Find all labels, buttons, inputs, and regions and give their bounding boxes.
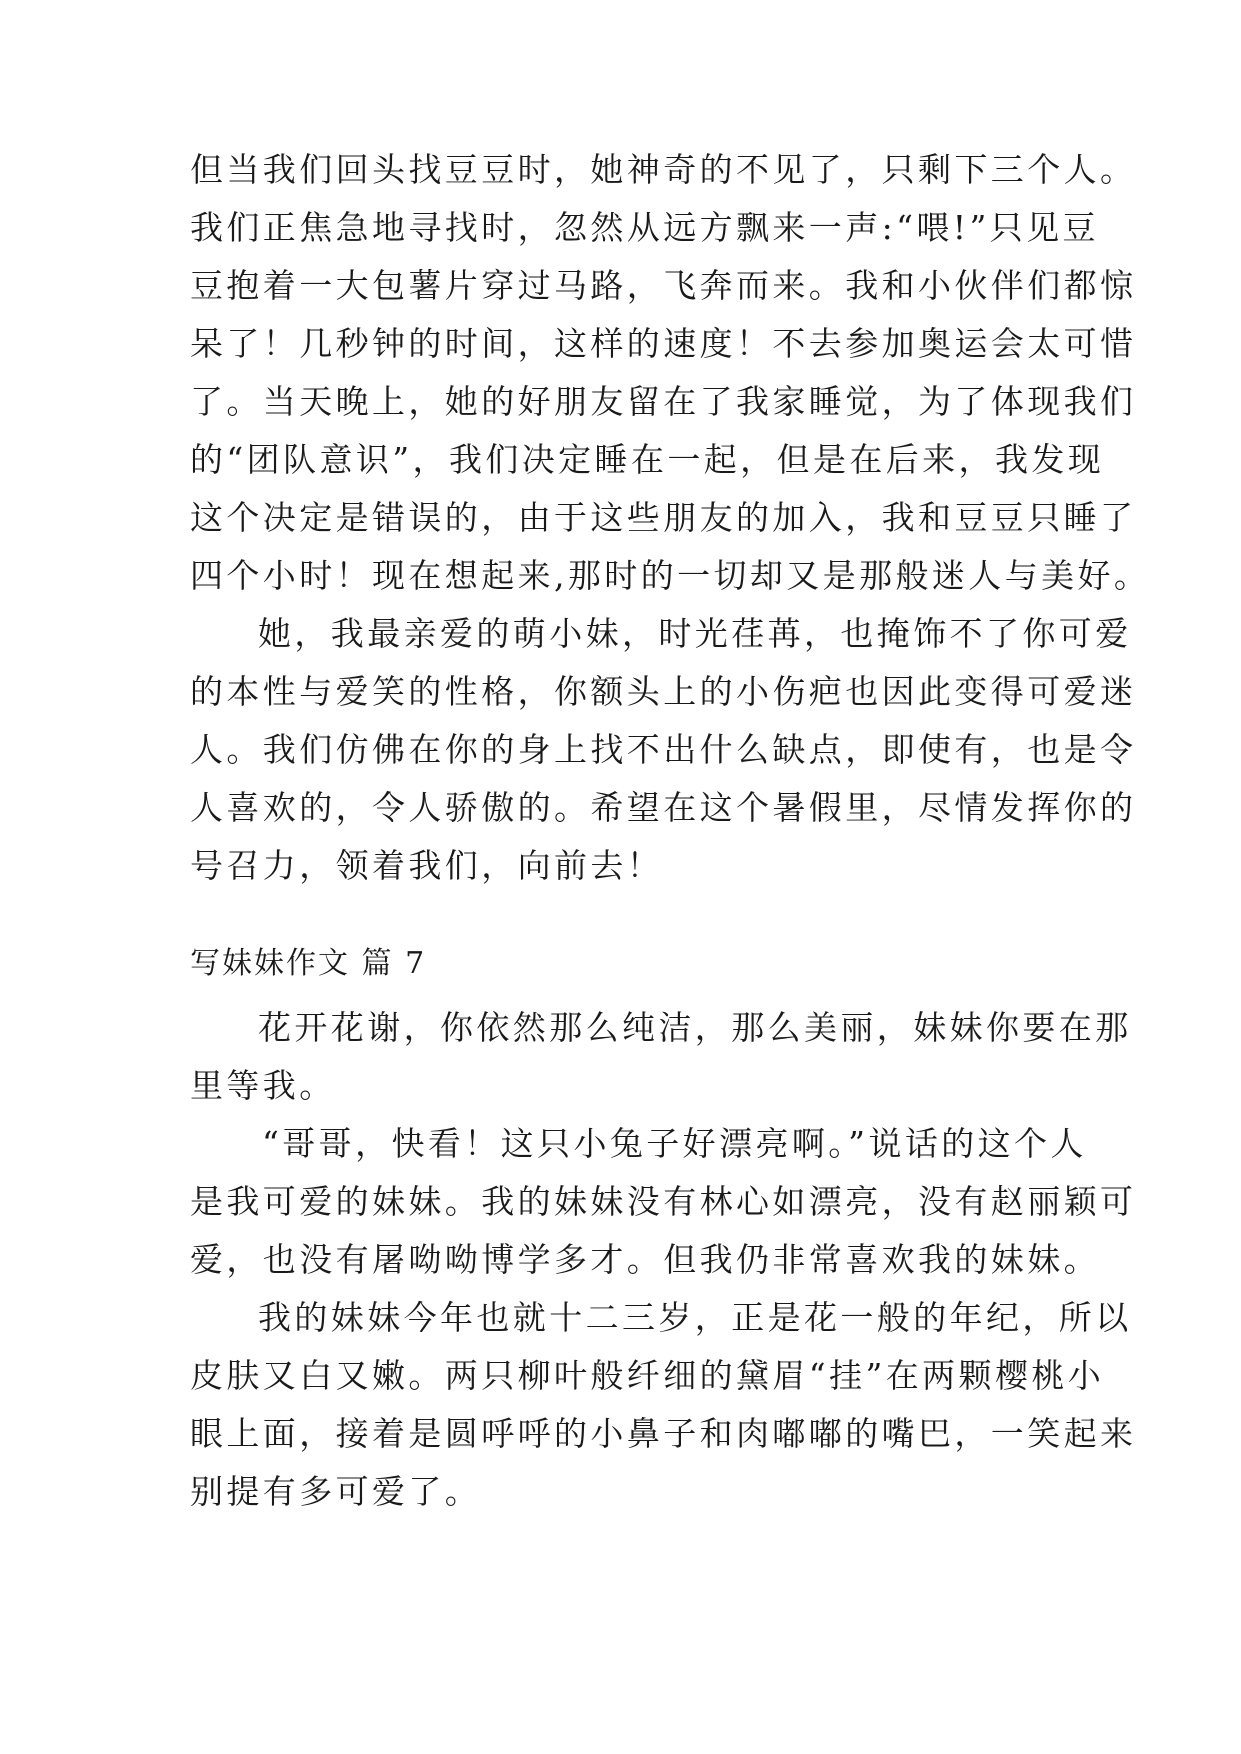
text-line: 眼上面，接着是圆呼呼的小鼻子和肉嘟嘟的嘴巴，一笑起来 <box>190 1414 1137 1453</box>
text-line: 我们正焦急地寻找时，忽然从远方飘来一声:“喂!”只见豆 <box>190 208 1099 247</box>
paragraph-first-line: 花开花谢，你依然那么纯洁，那么美丽，妹妹你要在那 <box>258 1008 1132 1047</box>
text-line: 号召力，领着我们，向前去！ <box>190 846 664 885</box>
paragraph-first-line: 我的妹妹今年也就十二三岁，正是花一般的年纪，所以 <box>258 1298 1132 1337</box>
text-line: 里等我。 <box>190 1066 336 1105</box>
paragraph-first-line: 她，我最亲爱的萌小妹，时光荏苒，也掩饰不了你可爱 <box>258 614 1132 653</box>
text-line: 皮肤又白又嫩。两只柳叶般纤细的黛眉“挂”在两颗樱桃小 <box>190 1356 1105 1395</box>
paragraph-first-line: “哥哥，快看！这只小兔子好漂亮啊。”说话的这个人 <box>262 1124 1087 1163</box>
text-line: 的“团队意识”，我们决定睡在一起，但是在后来，我发现 <box>190 440 1105 479</box>
text-line: 是我可爱的妹妹。我的妹妹没有林心如漂亮，没有赵丽颖可 <box>190 1182 1137 1221</box>
text-line: 但当我们回头找豆豆时，她神奇的不见了，只剩下三个人。 <box>190 150 1137 189</box>
section-heading: 写妹妹作文 篇 7 <box>190 946 427 981</box>
text-line: 豆抱着一大包薯片穿过马路，飞奔而来。我和小伙伴们都惊 <box>190 266 1137 305</box>
text-line: 人喜欢的，令人骄傲的。希望在这个暑假里，尽情发挥你的 <box>190 788 1137 827</box>
text-line: 了。当天晚上，她的好朋友留在了我家睡觉，为了体现我们 <box>190 382 1137 421</box>
text-line: 四个小时！现在想起来,那时的一切却又是那般迷人与美好。 <box>190 556 1151 595</box>
text-line: 别提有多可爱了。 <box>190 1472 482 1511</box>
text-line: 的本性与爱笑的性格，你额头上的小伤疤也因此变得可爱迷 <box>190 672 1137 711</box>
text-line: 这个决定是错误的，由于这些朋友的加入，我和豆豆只睡了 <box>190 498 1137 537</box>
text-line: 呆了！几秒钟的时间，这样的速度！不去参加奥运会太可惜 <box>190 324 1137 363</box>
text-line: 人。我们仿佛在你的身上找不出什么缺点，即使有，也是令 <box>190 730 1137 769</box>
text-line: 爱，也没有屠呦呦博学多才。但我仍非常喜欢我的妹妹。 <box>190 1240 1100 1279</box>
